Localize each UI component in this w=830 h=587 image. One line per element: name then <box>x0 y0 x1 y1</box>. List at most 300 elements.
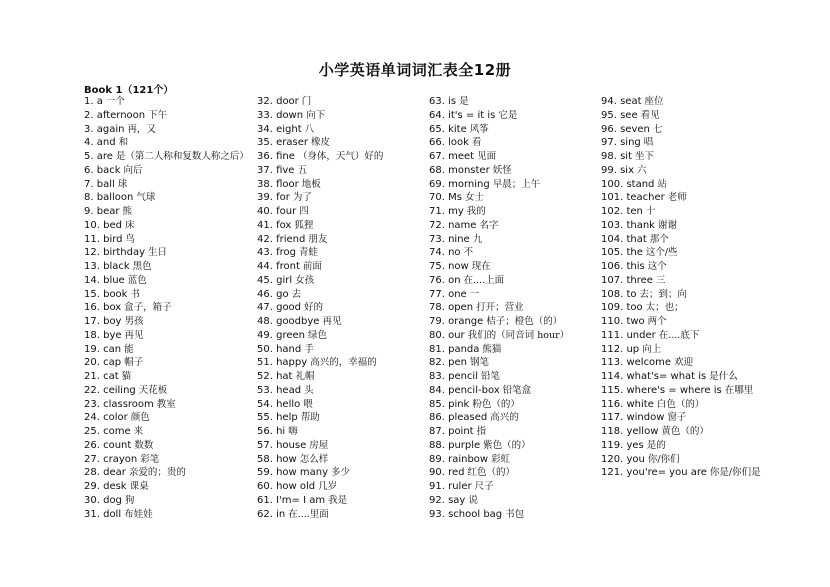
english-word: morning <box>448 178 490 190</box>
entry-number: 47. <box>257 302 273 314</box>
word-entry <box>601 370 761 384</box>
chinese-meaning: 桔子；橙色（的） <box>486 316 563 327</box>
english-word: window <box>626 412 665 424</box>
entry-number: 50. <box>257 343 273 355</box>
english-word: meet <box>448 151 475 162</box>
english-word: that <box>626 233 647 245</box>
entry-number: 113. <box>601 357 624 369</box>
chinese-meaning: 帽子 <box>124 357 144 369</box>
word-entry <box>84 494 249 508</box>
english-word: thank <box>626 219 655 231</box>
word-entry <box>429 453 569 467</box>
word-entry <box>84 411 249 425</box>
english-word: school bag <box>448 508 503 520</box>
english-word: desk <box>103 481 127 492</box>
word-entry <box>601 191 761 205</box>
chinese-meaning: 是什么 <box>709 371 738 382</box>
entry-number: 36. <box>257 151 273 162</box>
english-word: and <box>96 137 116 149</box>
word-entry <box>429 219 569 233</box>
word-entry <box>429 150 569 164</box>
english-word: pencil-box <box>448 384 500 396</box>
english-word: how <box>276 453 297 465</box>
english-word: white <box>626 398 654 410</box>
word-entry <box>601 150 761 164</box>
word-entry <box>257 164 383 178</box>
english-word: pencil <box>448 371 478 382</box>
english-word: how many <box>276 467 329 479</box>
entry-number: 35. <box>257 137 273 149</box>
chinese-meaning: 气球 <box>136 192 156 204</box>
word-entry <box>257 508 383 522</box>
english-word: friend <box>276 233 306 245</box>
entry-number: 93. <box>429 508 445 520</box>
english-word: monster <box>448 164 490 176</box>
page-title: 小学英语单词词汇表全12册 <box>318 61 512 79</box>
entry-number: 72. <box>429 219 445 231</box>
chinese-meaning: 书 <box>130 288 140 300</box>
entry-number: 68. <box>429 164 445 176</box>
english-word: stand <box>626 178 655 190</box>
chinese-meaning: 九 <box>472 233 483 245</box>
english-word: see <box>620 109 638 121</box>
entry-number: 60. <box>257 481 273 492</box>
word-entry <box>84 439 249 453</box>
chinese-meaning: 看见 <box>640 109 660 121</box>
chinese-meaning: 那个 <box>649 233 669 245</box>
chinese-meaning: 朋友 <box>308 233 328 245</box>
word-entry <box>429 191 569 205</box>
entry-number: 5. <box>84 151 94 162</box>
english-word: house <box>276 439 307 451</box>
entry-number: 64. <box>429 109 445 121</box>
english-word: under <box>626 329 656 341</box>
word-entry <box>257 398 383 412</box>
word-entry <box>257 95 383 109</box>
chinese-meaning: 红色（的） <box>467 467 516 479</box>
entry-number: 119. <box>601 439 624 451</box>
chinese-meaning: 在哪里 <box>724 384 754 396</box>
english-word: book <box>103 288 128 300</box>
word-column-1 <box>84 95 249 521</box>
chinese-meaning: 七 <box>652 123 663 135</box>
word-entry <box>429 164 569 178</box>
word-entry <box>257 205 383 219</box>
entry-number: 52. <box>257 371 273 382</box>
entry-number: 66. <box>429 137 445 149</box>
entry-number: 61. <box>257 494 273 506</box>
word-entry <box>257 260 383 274</box>
word-entry <box>601 233 761 247</box>
word-entry <box>601 219 761 233</box>
chinese-meaning: 熊 <box>122 206 132 217</box>
entry-number: 89. <box>429 453 445 465</box>
english-word: crayon <box>103 453 138 465</box>
english-word: dear <box>103 467 126 479</box>
chinese-meaning: 男孩 <box>124 316 144 327</box>
chinese-meaning: 彩笔 <box>140 453 160 465</box>
word-entry <box>257 246 383 260</box>
chinese-meaning: 钢笔 <box>469 357 489 369</box>
entry-number: 104. <box>601 233 624 245</box>
entry-number: 110. <box>601 316 624 327</box>
word-entry <box>84 315 249 329</box>
chinese-meaning: 早晨；上午 <box>492 178 541 190</box>
entry-number: 12. <box>84 247 100 259</box>
word-entry <box>257 439 383 453</box>
english-word: black <box>103 261 130 272</box>
chinese-meaning: 在....底下 <box>658 329 700 341</box>
english-word: is <box>448 96 457 107</box>
word-column-4 <box>601 95 761 480</box>
entry-number: 86. <box>429 412 445 424</box>
chinese-meaning: 女孩 <box>295 274 315 286</box>
word-entry <box>257 150 383 164</box>
chinese-meaning: 鸟 <box>125 233 136 245</box>
word-entry <box>84 480 249 494</box>
word-entry <box>257 274 383 288</box>
chinese-meaning: 是（第二人称和复数人称之后） <box>115 151 249 162</box>
chinese-meaning: 课桌 <box>129 481 149 492</box>
word-entry <box>601 301 761 315</box>
word-entry <box>601 343 761 357</box>
english-word: I'm= I am <box>276 494 326 506</box>
english-word: good <box>276 302 302 314</box>
english-word: purple <box>448 439 481 451</box>
entry-number: 117. <box>601 412 624 424</box>
word-entry <box>429 411 569 425</box>
chinese-meaning: 下午 <box>148 109 168 121</box>
word-entry <box>601 109 761 123</box>
english-word: bear <box>96 206 120 217</box>
chinese-meaning: 去 <box>291 288 302 300</box>
chinese-meaning: 教室 <box>156 398 176 410</box>
english-word: frog <box>276 247 296 259</box>
english-word: hand <box>276 343 302 355</box>
english-word: are <box>96 151 113 162</box>
english-word: it's = it is <box>448 109 496 121</box>
chinese-meaning: 再，又 <box>127 123 156 135</box>
chinese-meaning: 五 <box>297 164 307 176</box>
chinese-meaning: 狐狸 <box>294 219 314 231</box>
entry-number: 74. <box>429 247 445 259</box>
entry-number: 19. <box>84 343 100 355</box>
chinese-meaning: 我们的（同音词 hour） <box>467 329 570 341</box>
entry-number: 73. <box>429 233 445 245</box>
english-word: pink <box>448 398 470 410</box>
chinese-meaning: 唱 <box>643 137 654 149</box>
english-word: classroom <box>103 398 154 410</box>
entry-number: 54. <box>257 398 273 410</box>
chinese-meaning: 是 <box>459 96 469 107</box>
word-entry <box>84 301 249 315</box>
entry-number: 44. <box>257 261 273 272</box>
english-word: goodbye <box>276 316 320 327</box>
chinese-meaning: 女士 <box>464 192 484 204</box>
english-word: blue <box>103 274 125 286</box>
english-word: panda <box>448 343 480 355</box>
chinese-meaning: 黄色（的） <box>661 426 709 437</box>
entry-number: 8. <box>84 192 94 204</box>
entry-number: 22. <box>84 384 100 396</box>
word-entry <box>601 205 761 219</box>
english-word: how old <box>276 481 316 492</box>
entry-number: 6. <box>84 164 94 176</box>
entry-number: 65. <box>429 123 445 135</box>
english-word: eight <box>276 123 302 135</box>
chinese-meaning: 说 <box>468 494 478 506</box>
chinese-meaning: 一 <box>469 288 480 300</box>
word-entry <box>429 123 569 137</box>
english-word: fine <box>276 151 295 162</box>
word-entry <box>257 288 383 302</box>
entry-number: 27. <box>84 453 100 465</box>
word-entry <box>601 315 761 329</box>
entry-number: 49. <box>257 329 273 341</box>
chinese-meaning: 地板 <box>301 178 321 190</box>
english-word: hello <box>276 398 301 410</box>
chinese-meaning: 猫 <box>121 371 132 382</box>
english-word: boy <box>103 316 122 327</box>
chinese-meaning: 向后 <box>123 164 143 176</box>
word-entry <box>84 191 249 205</box>
chinese-meaning: 盒子，箱子 <box>124 302 172 314</box>
chinese-meaning: 向下 <box>306 109 326 121</box>
word-entry <box>601 384 761 398</box>
english-word: where's = where is <box>626 384 722 396</box>
word-entry <box>257 453 383 467</box>
word-entry <box>429 384 569 398</box>
entry-number: 91. <box>429 481 445 492</box>
chinese-meaning: 你/你们 <box>647 453 680 465</box>
word-entry <box>84 109 249 123</box>
chinese-meaning: 太；也； <box>645 302 684 314</box>
chinese-meaning: 喂 <box>303 398 313 410</box>
chinese-meaning: 座位 <box>644 96 664 107</box>
entry-number: 105. <box>601 247 624 259</box>
entry-number: 43. <box>257 247 273 259</box>
english-word: one <box>448 288 467 300</box>
word-entry <box>601 95 761 109</box>
word-entry <box>429 494 569 508</box>
chinese-meaning: 数数 <box>134 439 154 451</box>
entry-number: 1. <box>84 96 94 107</box>
chinese-meaning: 几岁 <box>318 481 338 492</box>
word-entry <box>84 219 249 233</box>
chinese-meaning: 布娃娃 <box>124 508 153 520</box>
word-entry <box>429 95 569 109</box>
word-entry <box>257 466 383 480</box>
chinese-meaning: 风筝 <box>469 123 489 135</box>
entry-number: 76. <box>429 274 445 286</box>
entry-number: 78. <box>429 302 445 314</box>
chinese-meaning: 这个/些 <box>645 247 678 259</box>
english-word: ball <box>96 178 115 190</box>
entry-number: 95. <box>601 109 617 121</box>
word-entry <box>429 205 569 219</box>
entry-number: 83. <box>429 371 445 382</box>
word-entry <box>84 466 249 480</box>
entry-number: 56. <box>257 426 273 437</box>
word-entry <box>257 191 383 205</box>
entry-number: 11. <box>84 233 100 245</box>
entry-number: 58. <box>257 453 273 465</box>
word-entry <box>429 356 569 370</box>
entry-number: 26. <box>84 439 100 451</box>
word-entry <box>84 398 249 412</box>
word-entry <box>84 274 249 288</box>
english-word: pen <box>448 357 467 369</box>
entry-number: 28. <box>84 467 100 479</box>
word-entry <box>601 260 761 274</box>
word-entry <box>84 384 249 398</box>
entry-number: 15. <box>84 288 100 300</box>
chinese-meaning: 不 <box>463 247 474 259</box>
chinese-meaning: 为了 <box>292 192 312 204</box>
chinese-meaning: 三 <box>655 274 666 286</box>
english-word: color <box>103 412 128 424</box>
entry-number: 70. <box>429 192 445 204</box>
english-word: for <box>276 192 290 204</box>
chinese-meaning: 谢谢 <box>657 219 677 231</box>
chinese-meaning: 在....里面 <box>288 508 329 520</box>
chinese-meaning: 我的 <box>466 206 486 217</box>
entry-number: 116. <box>601 398 624 410</box>
word-entry <box>601 356 761 370</box>
chinese-meaning: 高兴的，幸福的 <box>310 357 377 369</box>
english-word: four <box>276 206 297 217</box>
entry-number: 10. <box>84 219 100 231</box>
entry-number: 31. <box>84 508 100 520</box>
entry-number: 62. <box>257 508 273 520</box>
word-entry <box>84 233 249 247</box>
entry-number: 18. <box>84 329 100 341</box>
entry-number: 100. <box>601 178 624 190</box>
word-entry <box>429 439 569 453</box>
english-word: point <box>448 426 474 437</box>
word-entry <box>601 123 761 137</box>
chinese-meaning: 紫色（的） <box>483 439 531 451</box>
english-word: yellow <box>626 426 659 437</box>
english-word: cap <box>103 357 122 369</box>
entry-number: 107. <box>601 274 624 286</box>
word-entry <box>429 301 569 315</box>
book-heading: Book 1（121个） <box>84 85 174 96</box>
english-word: head <box>276 384 302 396</box>
entry-number: 55. <box>257 412 273 424</box>
word-entry <box>429 480 569 494</box>
english-word: say <box>448 494 466 506</box>
entry-number: 32. <box>257 96 273 107</box>
chinese-meaning: 现在 <box>471 261 491 272</box>
word-entry <box>429 508 569 522</box>
word-entry <box>84 123 249 137</box>
entry-number: 67. <box>429 151 445 162</box>
english-word: in <box>276 508 286 520</box>
entry-number: 53. <box>257 384 273 396</box>
chinese-meaning: 它是 <box>498 109 518 121</box>
word-entry <box>84 205 249 219</box>
entry-number: 108. <box>601 288 624 300</box>
english-word: this <box>626 261 645 272</box>
word-entry <box>257 480 383 494</box>
word-entry <box>257 109 383 123</box>
entry-number: 16. <box>84 302 100 314</box>
entry-number: 37. <box>257 164 273 176</box>
entry-number: 106. <box>601 261 624 272</box>
english-word: you're= you are <box>626 467 707 479</box>
word-entry <box>601 136 761 150</box>
word-entry <box>601 274 761 288</box>
chinese-meaning: 向上 <box>642 343 662 355</box>
english-word: three <box>626 274 653 286</box>
chinese-meaning: 你是/你们是 <box>709 467 761 479</box>
word-entry <box>257 384 383 398</box>
word-entry <box>429 315 569 329</box>
word-entry <box>601 453 761 467</box>
chinese-meaning: 礼帽 <box>295 371 315 382</box>
chinese-meaning: 打开；营业 <box>476 302 524 314</box>
chinese-meaning: 球 <box>117 178 128 190</box>
english-word: girl <box>276 274 293 286</box>
word-entry <box>429 343 569 357</box>
chinese-meaning: 怎么样 <box>299 453 329 465</box>
english-word: teacher <box>626 192 665 204</box>
english-word: again <box>96 123 125 135</box>
english-word: front <box>276 261 300 272</box>
english-word: pleased <box>448 412 488 424</box>
entry-number: 102. <box>601 206 624 217</box>
english-word: seat <box>620 96 642 107</box>
entry-number: 114. <box>601 371 624 382</box>
word-entry <box>84 95 249 109</box>
english-word: sing <box>620 137 641 149</box>
chinese-meaning: 狗 <box>124 494 135 506</box>
word-entry <box>601 164 761 178</box>
entry-number: 13. <box>84 261 100 272</box>
entry-number: 34. <box>257 123 273 135</box>
entry-number: 59. <box>257 467 273 479</box>
word-entry <box>84 150 249 164</box>
english-word: fox <box>276 219 292 231</box>
english-word: five <box>276 164 295 176</box>
entry-number: 90. <box>429 467 445 479</box>
word-entry <box>429 178 569 192</box>
english-word: happy <box>276 357 308 369</box>
chinese-meaning: 欢迎 <box>674 357 694 369</box>
entry-number: 24. <box>84 412 100 424</box>
chinese-meaning: 窗子 <box>667 412 687 424</box>
entry-number: 87. <box>429 426 445 437</box>
chinese-meaning: 铅笔 <box>481 371 501 382</box>
word-entry <box>257 219 383 233</box>
chinese-meaning: 老师 <box>667 192 687 204</box>
chinese-meaning: 两个 <box>647 316 667 327</box>
chinese-meaning: 四 <box>299 206 309 217</box>
english-word: bye <box>103 329 122 341</box>
chinese-meaning: 看 <box>471 137 482 149</box>
chinese-meaning: 去；到；向 <box>639 288 688 300</box>
chinese-meaning: 颜色 <box>130 412 150 424</box>
entry-number: 51. <box>257 357 273 369</box>
chinese-meaning: 站 <box>657 178 667 190</box>
english-word: a <box>96 96 103 107</box>
word-entry <box>257 425 383 439</box>
entry-number: 25. <box>84 426 100 437</box>
entry-number: 84. <box>429 384 445 396</box>
english-word: rainbow <box>448 453 489 465</box>
word-entry <box>601 398 761 412</box>
